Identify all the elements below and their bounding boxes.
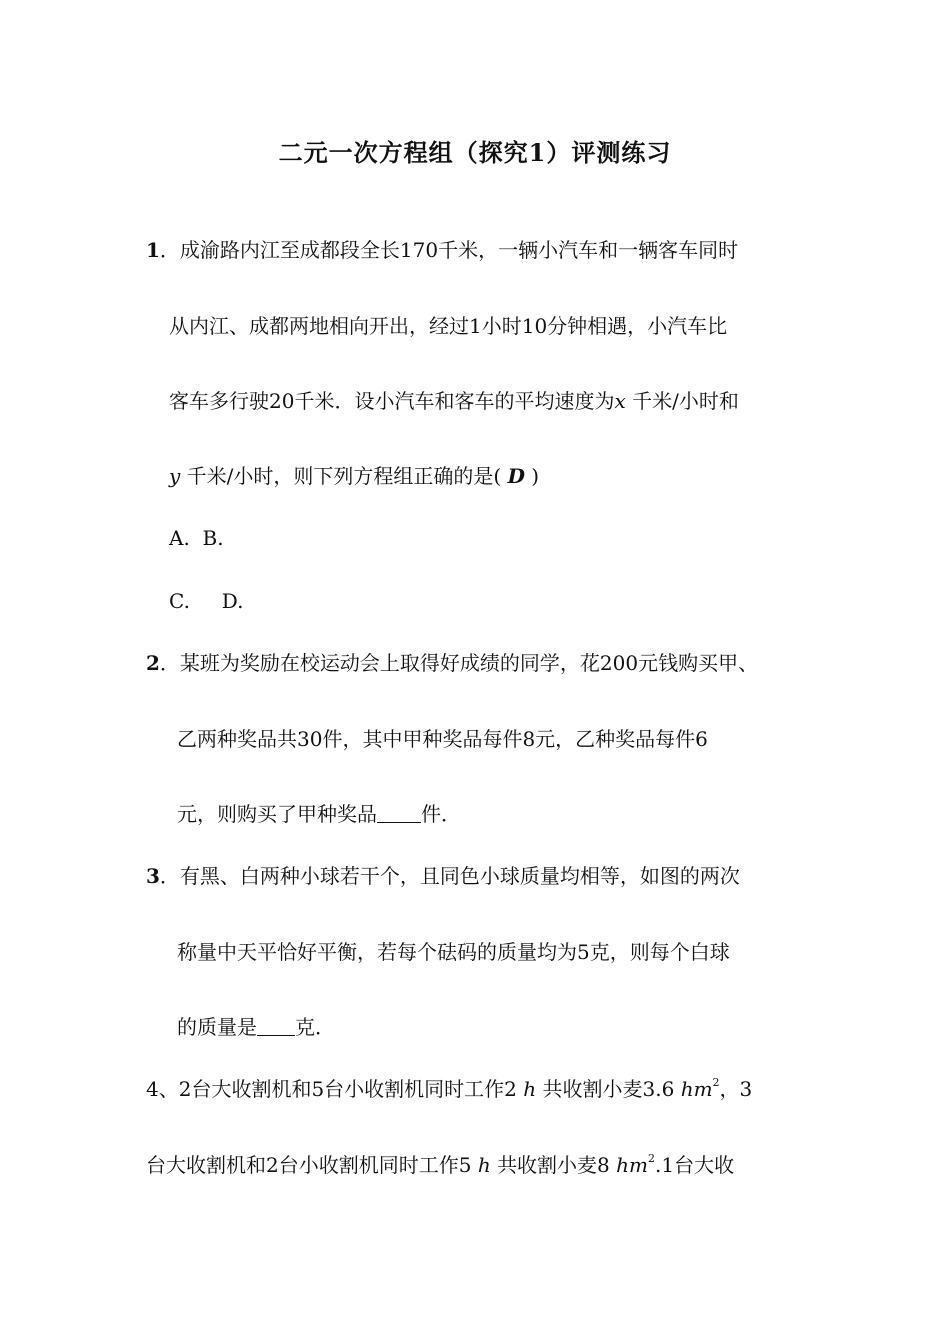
unit-hm: hm bbox=[680, 1077, 713, 1101]
q1-text-1: ．成渝路内江至成都段全长170千米，一辆小汽车和一辆客车同时 bbox=[159, 238, 739, 262]
q3-line-1 bbox=[146, 861, 740, 891]
q4-text-2c: .1台大收 bbox=[655, 1153, 735, 1177]
q3-answer-blank[interactable] bbox=[257, 1013, 295, 1036]
q3-line-3 bbox=[177, 1012, 335, 1042]
q1-text-3a: 客车多行驶20千米．设小汽车和客车的平均速度为 bbox=[169, 389, 615, 413]
q4-line-2 bbox=[146, 1150, 734, 1180]
q3-text-3b: 克． bbox=[295, 1015, 335, 1039]
unit-h: h bbox=[523, 1077, 537, 1101]
q2-answer-blank[interactable] bbox=[377, 800, 421, 823]
var-x: x bbox=[614, 389, 626, 413]
q4-text-1a: 4、2台大收割机和5台小收割机同时工作2 bbox=[146, 1077, 517, 1101]
q4-text-2b: 共收割小麦8 bbox=[497, 1153, 610, 1177]
option-b: B. bbox=[202, 526, 224, 550]
q1-line-2: 从内江、成都两地相向开出，经过1小时10分钟相遇，小汽车比 bbox=[169, 314, 728, 338]
q2-line-2: 乙两种奖品共30件，其中甲种奖品每件8元，乙种奖品每件6 bbox=[177, 727, 708, 751]
unit-superscript: 2 bbox=[712, 1076, 720, 1089]
q1-text-4b: ) bbox=[531, 464, 540, 488]
q2-text-1: ．某班为奖励在校运动会上取得好成绩的同学，花200元钱购买甲、 bbox=[159, 651, 759, 675]
var-y: y bbox=[169, 464, 181, 488]
q1-answer: D bbox=[507, 464, 525, 488]
option-c: C. bbox=[169, 589, 190, 613]
q4-text-2a: 台大收割机和2台小收割机同时工作5 bbox=[146, 1153, 472, 1177]
q4-text-1b: 共收割小麦3.6 bbox=[542, 1077, 675, 1101]
q1-line-4 bbox=[169, 461, 539, 491]
option-a: A. bbox=[169, 526, 190, 550]
option-d: D. bbox=[221, 589, 244, 613]
q1-line-1 bbox=[146, 235, 738, 265]
q1-number: 1 bbox=[146, 238, 160, 262]
q2-text-3a: 元，则购买了甲种奖品 bbox=[177, 802, 377, 826]
page-title: 二元一次方程组（探究1）评测练习 bbox=[278, 138, 672, 167]
q1-options-row-1 bbox=[169, 523, 224, 553]
q4-text-1c: ，3 bbox=[719, 1077, 753, 1101]
q2-text-3b: 件． bbox=[421, 802, 461, 826]
q2-line-1 bbox=[146, 648, 758, 678]
unit-hm-2: hm bbox=[616, 1153, 649, 1177]
q2-line-3 bbox=[177, 799, 461, 829]
q3-text-3a: 的质量是 bbox=[177, 1015, 257, 1039]
q1-text-3b: 千米/小时和 bbox=[632, 389, 739, 413]
q1-text-4a: 千米/小时，则下列方程组正确的是( bbox=[186, 464, 502, 488]
q4-line-1 bbox=[146, 1074, 752, 1104]
q3-text-1: ．有黑、白两种小球若干个，且同色小球质量均相等，如图的两次 bbox=[159, 864, 740, 888]
q3-line-2: 称量中天平恰好平衡，若每个砝码的质量均为5克，则每个白球 bbox=[177, 940, 730, 964]
q1-line-3 bbox=[169, 386, 739, 416]
q3-number: 3 bbox=[146, 864, 160, 888]
unit-h-2: h bbox=[477, 1153, 491, 1177]
unit-superscript-2: 2 bbox=[648, 1152, 656, 1165]
q2-number: 2 bbox=[146, 651, 160, 675]
q1-options-row-2 bbox=[169, 586, 243, 616]
